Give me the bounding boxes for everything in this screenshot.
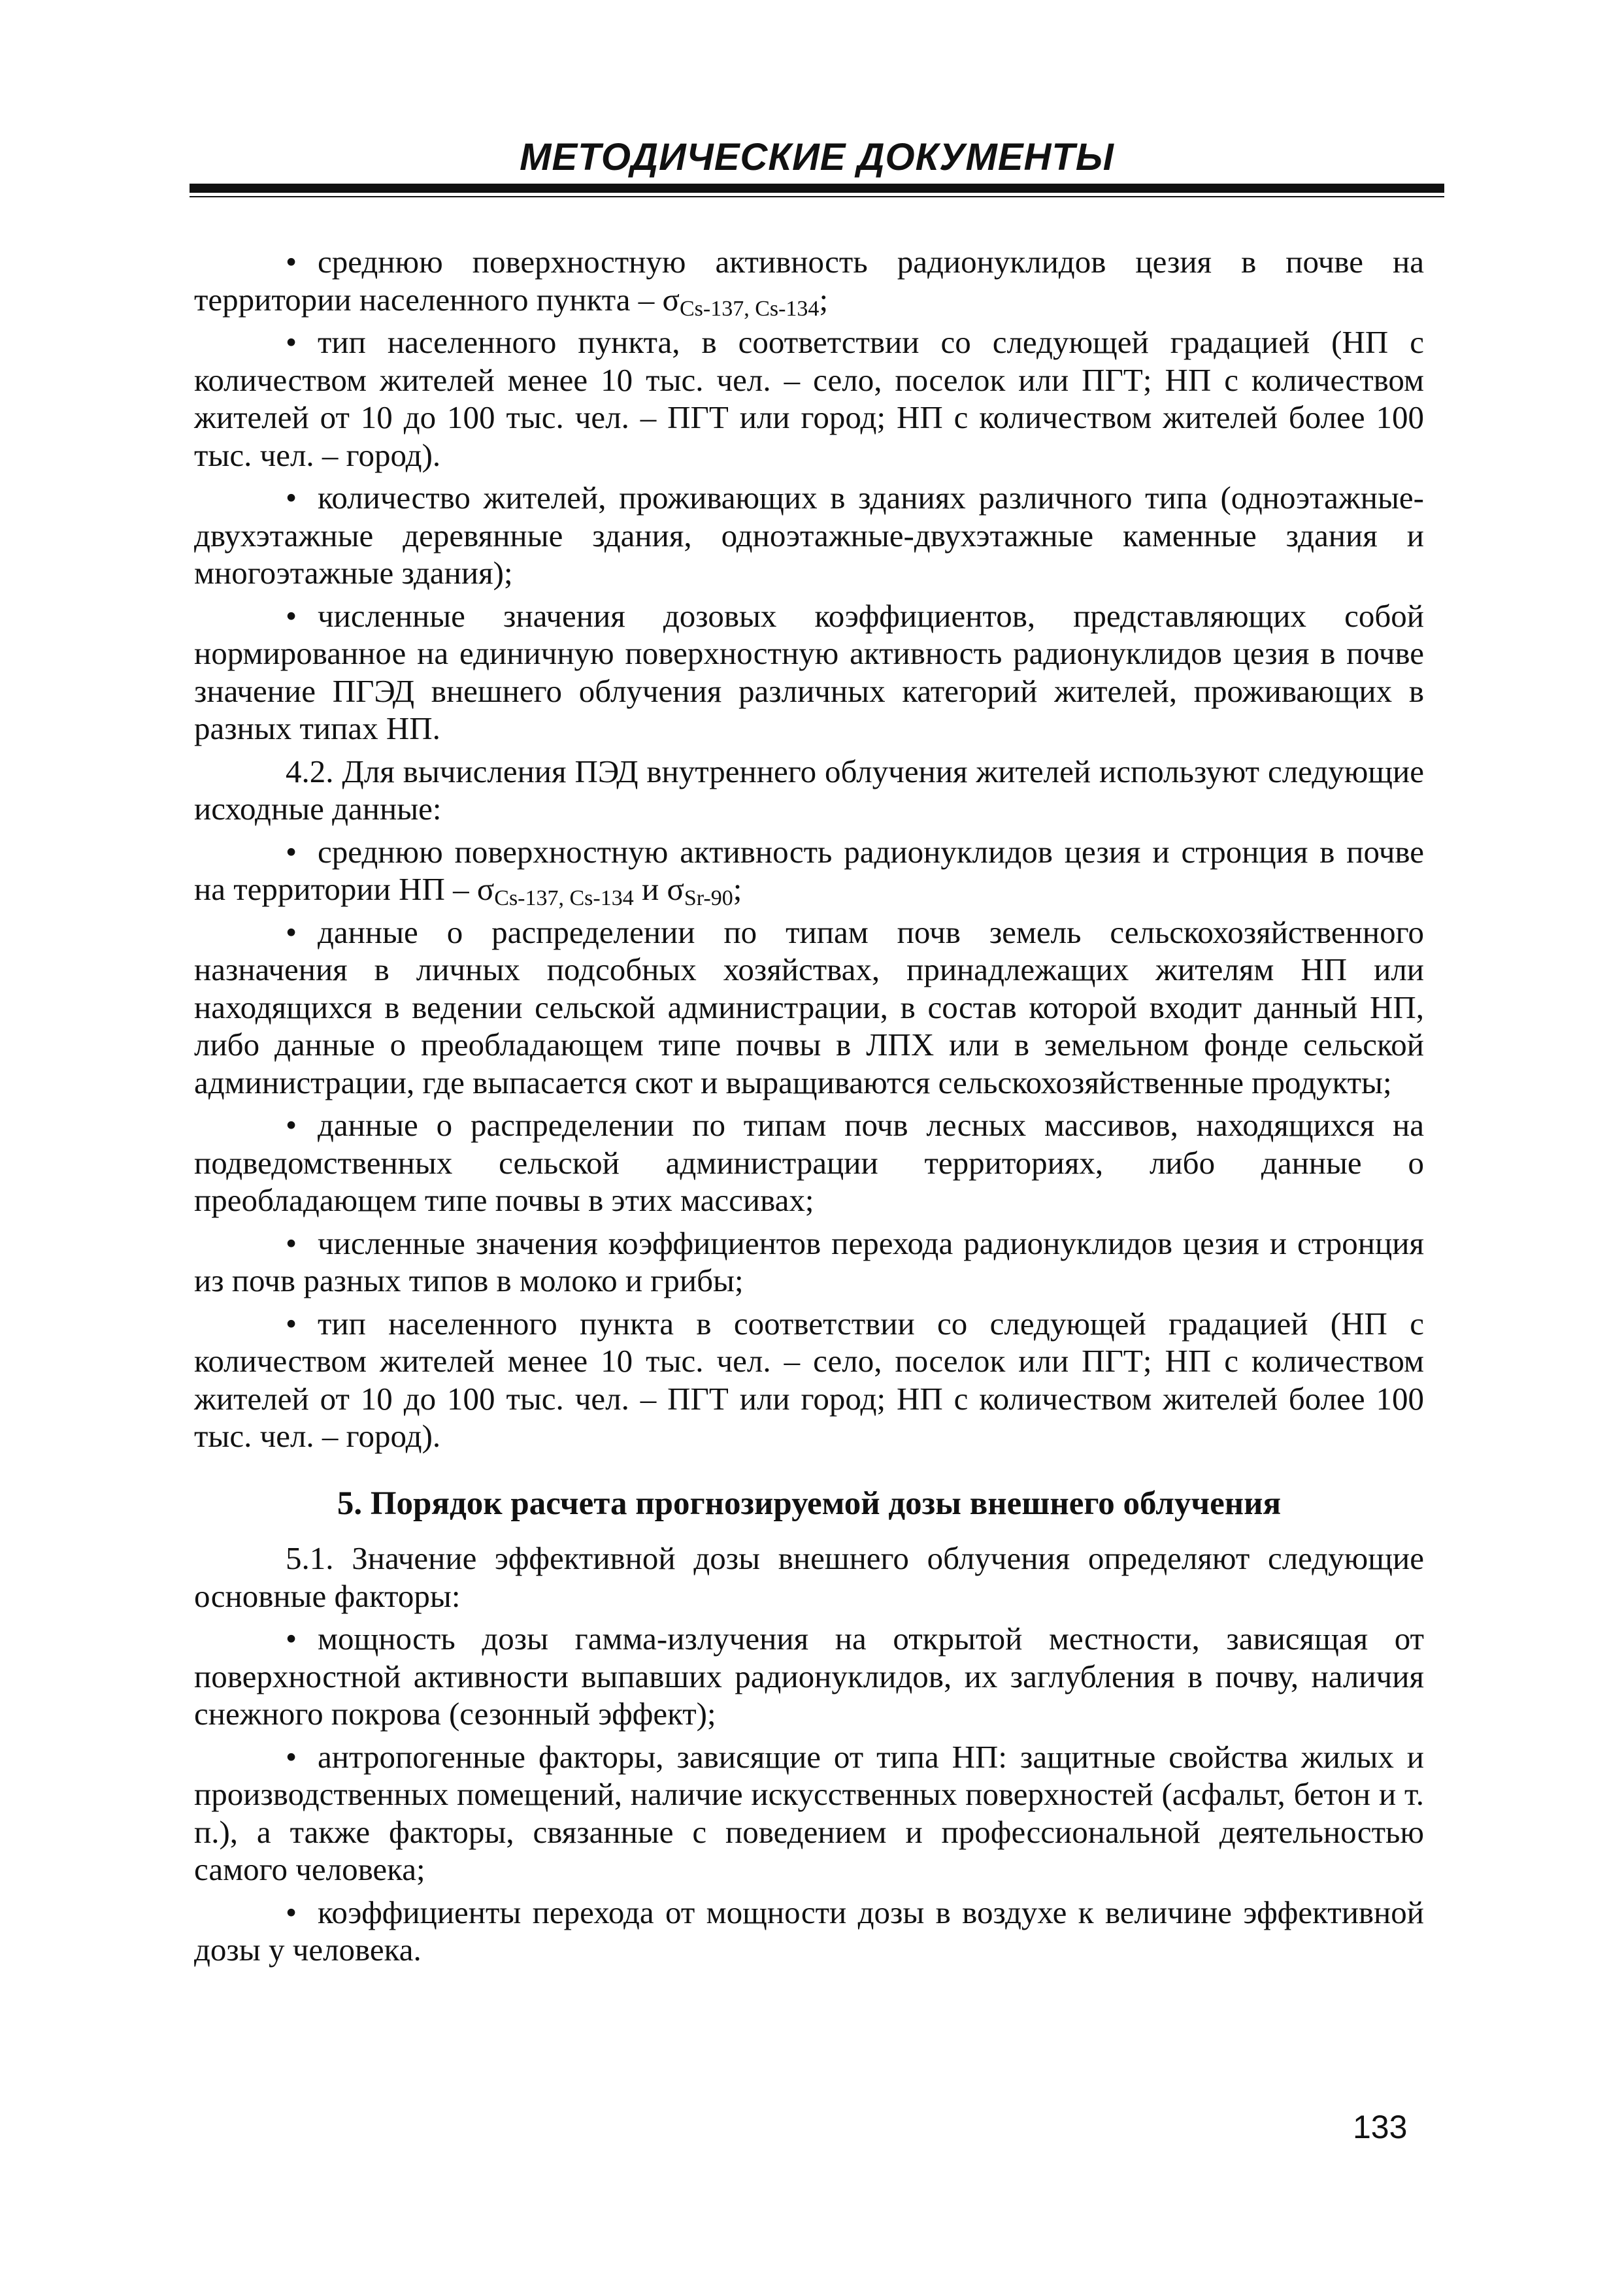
bullet-text: антропогенные факторы, зависящие от типа НП: защитные свойства жилых и производственных помещений, наличие искусственных поверхностей (асфальт, бетон и т. п.), а также факторы, связанные с поведением и профессиональной деятельностью самого человека; [194,1738,1424,1887]
bullet-mark: • [286,1305,297,1342]
bullet-mark: • [286,1225,297,1261]
subscript: Sr-90 [684,886,733,910]
bullet-mark: • [286,1621,297,1657]
bullet-item [194,833,1424,908]
bullet-text: среднюю поверхностную активность радионуклидов цезия в почве на территории населенного пункта – σ [194,244,1424,318]
header-rule-thick [190,184,1444,193]
bullet-text: коэффициенты перехода от мощности дозы в воздухе к величине эффективной дозы у человека. [194,1894,1424,1968]
bullet-mark: • [286,244,297,280]
bullet-mark: • [286,1894,297,1930]
bullet-text: численные значения дозовых коэффициентов, представляющих собой нормированное на единичную поверхностную активность радионуклидов цезия в почве значение ПГЭД внешнего облучения различных категорий жителей, проживающих в разных типах НП. [194,597,1424,746]
subscript: Cs-137, Cs-134 [494,886,634,910]
bullet-text: тип населенного пункта в соответствии со следующей градацией (НП с количеством жителей менее 10 тыс. чел. – село, поселок или ПГТ; НП с количеством жителей от 10 до 100 тыс. чел. – ПГТ или город; НП с количеством жителей более 100 тыс. чел. – город). [194,1305,1424,1454]
bullet-text: и σ [633,871,684,907]
bullet-text: ; [733,871,742,907]
document-body [194,243,1424,1974]
bullet-item [194,243,1424,321]
section-heading: 5. Порядок расчета прогнозируемой дозы внешнего облучения [337,1485,1282,1522]
bullet-text: данные о распределении по типам почв земель сельскохозяйственного назначения в личных подсобных хозяйствах, принадлежащих жителям НП или находящихся в ведении сельской администрации, в состав которой входит данный НП, либо данные о преобладающем типе почвы в ЛПХ или в земельном фонде сельской администрации, где выпасается скот и выращиваются сельскохозяйственные продукты; [194,914,1424,1100]
bullet-item [194,597,1424,748]
bullet-item [194,1738,1424,1889]
bullet-item [194,1620,1424,1733]
body-paragraph: 4.2. Для вычисления ПЭД внутреннего облучения жителей используют следующие исходные данные: [194,753,1424,827]
bullet-mark: • [286,1107,297,1143]
subscript: Cs-137, Cs-134 [679,296,820,321]
bullet-item [194,1225,1424,1300]
bullet-text: тип населенного пункта, в соответствии со следующей градацией (НП с количеством жителей менее 10 тыс. чел. – село, поселок или ПГТ; НП с количеством жителей от 10 до 100 тыс. чел. – ПГТ или город; НП с количеством жителей более 100 тыс. чел. – город). [194,324,1424,473]
bullet-text: мощность дозы гамма-излучения на открытой местности, зависящая от поверхностной активности выпавших радионуклидов, их заглубления в почву, наличия снежного покрова (сезонный эффект); [194,1621,1424,1732]
body-paragraph: 5.1. Значение эффективной дозы внешнего облучения определяют следующие основные факторы: [194,1540,1424,1614]
bullet-mark: • [286,914,297,950]
bullet-text: численные значения коэффициентов перехода радионуклидов цезия и стронция из почв разных типов в молоко и грибы; [194,1225,1424,1298]
bullet-text: среднюю поверхностную активность радионуклидов цезия и стронция в почве на территории НП – σ [194,833,1424,907]
bullet-item [194,1106,1424,1219]
bullet-item [194,914,1424,1102]
bullet-mark: • [286,833,297,870]
bullet-item [194,323,1424,474]
bullet-text: данные о распределении по типам почв лесных массивов, находящихся на подведомственных сельской администрации территориях, либо данные о преобладающем типе почвы в этих массивах; [194,1107,1424,1218]
bullet-mark: • [286,324,297,360]
bullet-item [194,1305,1424,1455]
bullet-item [194,479,1424,592]
bullet-mark: • [286,1738,297,1775]
page-header [190,134,1444,197]
bullet-item [194,1894,1424,1969]
bullet-text: ; [819,281,829,318]
header-rule-thin [190,196,1444,197]
running-header-title: МЕТОДИЧЕСКИЕ ДОКУМЕНТЫ [520,136,1114,178]
bullet-text: количество жителей, проживающих в зданиях различного типа (одноэтажные-двухэтажные деревянные здания, одноэтажные-двухэтажные каменные здания и многоэтажные здания); [194,480,1424,591]
page-number: 133 [1353,2109,1408,2145]
bullet-mark: • [286,597,297,634]
bullet-mark: • [286,480,297,516]
